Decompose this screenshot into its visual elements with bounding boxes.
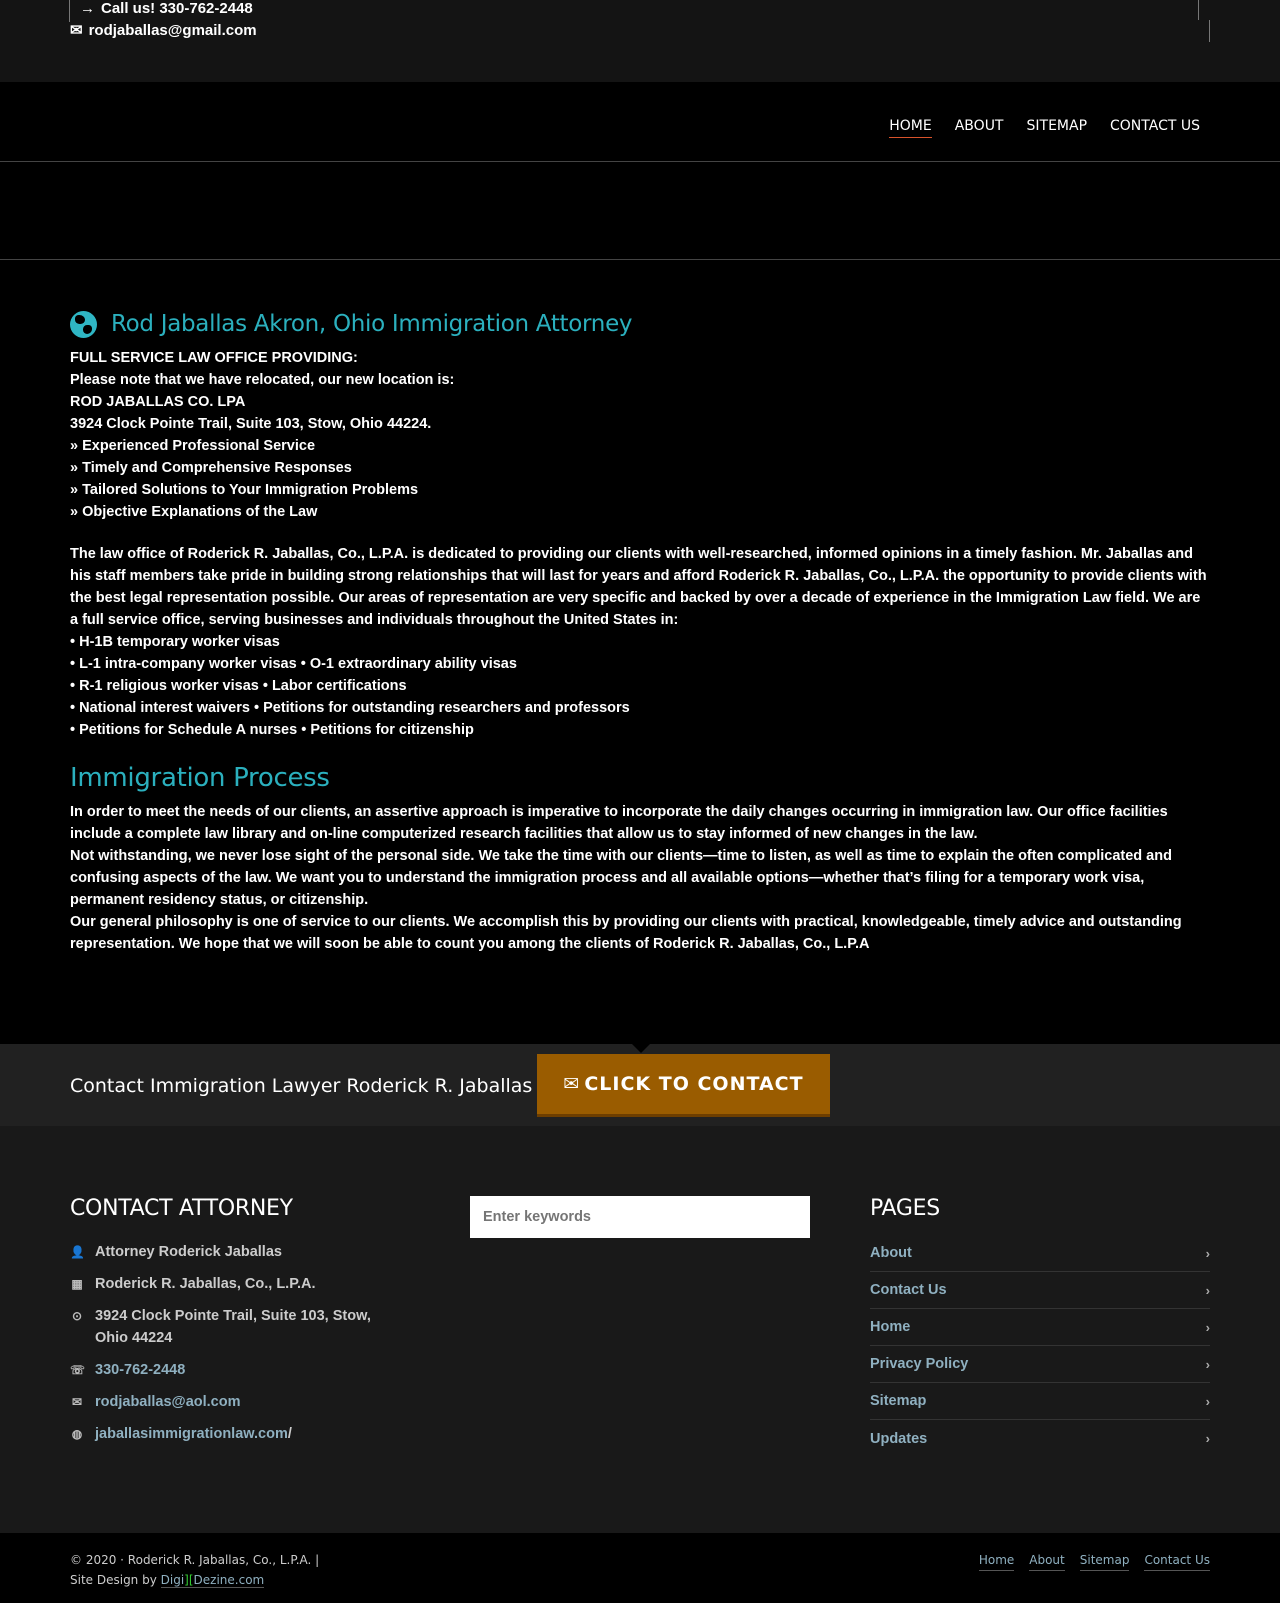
contact-strip — [0, 1044, 1280, 1126]
info-line: » Objective Explanations of the Law — [70, 504, 318, 520]
chevron-right-icon: › — [1205, 1319, 1210, 1335]
chevron-right-icon: › — [1205, 1356, 1210, 1372]
list-item: • Petitions for Schedule A nurses • Petitions for citizenship — [70, 722, 474, 738]
bottom-link-about[interactable]: About — [1029, 1550, 1064, 1571]
list-item: • L-1 intra-company worker visas • O-1 extraordinary ability visas — [70, 656, 517, 672]
process-paragraph: Our general philosophy is one of service to our clients. We accomplish this by providing our clients with practical, knowledgeable, timely advice and outstanding representation. We hope that we will soon be able to count you among the clients of Roderick R. Jaballas, Co., L.P.A — [70, 914, 1182, 952]
contact-attorney-heading: CONTACT ATTORNEY — [70, 1196, 293, 1221]
bottom-link-home[interactable]: Home — [979, 1550, 1014, 1571]
services-list — [70, 631, 1210, 741]
pages-column — [870, 1196, 1210, 1457]
globe-icon: ◍ — [71, 1427, 83, 1441]
bottom-bar — [0, 1533, 1280, 1603]
chevron-right-icon: › — [1205, 1245, 1210, 1261]
list-item: • R-1 religious worker visas • Labor certifications — [70, 678, 407, 694]
pages-list — [870, 1235, 1210, 1457]
page-link-home[interactable] — [870, 1309, 1210, 1346]
info-line: » Timely and Comprehensive Responses — [70, 460, 352, 476]
list-item: • H-1B temporary worker visas — [70, 634, 280, 650]
website-link[interactable]: jaballasimmigrationlaw.com — [95, 1426, 288, 1442]
contact-item — [70, 1359, 400, 1381]
chevron-right-icon: › — [1205, 1393, 1210, 1409]
contact-attorney-column — [70, 1196, 400, 1445]
envelope-icon: ✉ — [70, 22, 83, 39]
chevron-right-icon: › — [1205, 1431, 1210, 1446]
phone-icon: ☏ — [70, 1363, 86, 1377]
designer-dezine: Dezine.com — [193, 1573, 265, 1587]
process-heading: Immigration Process — [70, 763, 330, 793]
footer — [0, 1126, 1280, 1533]
strip-notch — [632, 1044, 650, 1053]
main-nav — [0, 82, 1280, 162]
page-link-label: About — [870, 1245, 912, 1261]
intro-paragraph: The law office of Roderick R. Jaballas, Co., L.P.A. is dedicated to providing our clients with well-researched, informed opinions in a timely fashion. Mr. Jaballas and his staff members take pride in building strong relationships that will last for years and afford Roderick R. Jaballas, Co., L.P.A. the opportunity to provide clients with the best legal representation possible. Our areas of representation are very specific and backed by over a decade of experience in the Immigration Law field. We are a full service office, serving businesses and individuals throughout the United States in: — [70, 546, 1207, 628]
divider — [1198, 0, 1199, 20]
location-pin-icon: ⊙ — [71, 1309, 83, 1323]
page-link-updates[interactable] — [870, 1420, 1210, 1457]
info-line: ROD JABALLAS CO. LPA — [70, 394, 246, 410]
search-input[interactable] — [470, 1196, 810, 1238]
contact-item — [70, 1273, 400, 1295]
contact-text: Attorney Roderick Jaballas — [95, 1244, 282, 1260]
bottom-links — [979, 1550, 1210, 1571]
designer-link[interactable] — [161, 1573, 265, 1588]
arrow-right-icon: → — [80, 0, 95, 17]
user-icon: 👤 — [70, 1245, 85, 1259]
main-content — [70, 305, 1210, 955]
page-link-label: Privacy Policy — [870, 1356, 969, 1372]
phone-link[interactable]: 330-762-2448 — [95, 1362, 186, 1378]
pages-heading: PAGES — [870, 1196, 940, 1221]
designer-digi: Digi — [160, 1573, 185, 1587]
bottom-link-contact-us[interactable]: Contact Us — [1144, 1550, 1210, 1571]
site-design-credit — [70, 1570, 319, 1590]
click-to-contact-button[interactable] — [537, 1054, 830, 1117]
email-text: rodjaballas@gmail.com — [88, 21, 257, 39]
copyright-text: © 2020 · Roderick R. Jaballas, Co., L.P.A. | — [70, 1553, 320, 1567]
globe-icon — [70, 311, 97, 338]
email-link[interactable] — [70, 21, 257, 39]
page-link-label: Updates — [870, 1430, 928, 1447]
website-suffix: / — [287, 1426, 292, 1442]
list-item: • National interest waivers • Petitions for outstanding researchers and professors — [70, 700, 630, 716]
info-line: Please note that we have relocated, our new location is: — [70, 372, 455, 388]
info-line: FULL SERVICE LAW OFFICE PROVIDING: — [70, 350, 358, 366]
page-link-sitemap[interactable] — [870, 1383, 1210, 1420]
nav-contact-us[interactable]: CONTACT US — [1110, 118, 1200, 134]
bottom-link-sitemap[interactable]: Sitemap — [1080, 1550, 1130, 1571]
designer-brackets: ][ — [184, 1573, 194, 1587]
info-line: » Experienced Professional Service — [70, 438, 316, 454]
building-icon: ▦ — [71, 1277, 83, 1291]
contact-item — [70, 1391, 400, 1413]
call-us-text: Call us! 330-762-2448 — [101, 0, 253, 17]
contact-text: 3924 Clock Pointe Trail, Suite 103, Stow, Ohio 44224 — [95, 1308, 371, 1346]
page-link-about[interactable] — [870, 1235, 1210, 1272]
contact-item — [70, 1423, 400, 1445]
page-link-privacy-policy[interactable] — [870, 1346, 1210, 1383]
email-link[interactable]: rodjaballas@aol.com — [95, 1394, 241, 1410]
page-link-label: Home — [870, 1319, 911, 1335]
page-link-label: Contact Us — [870, 1282, 947, 1298]
process-paragraph: In order to meet the needs of our clients, an assertive approach is imperative to incorporate the daily changes occurring in immigration law. Our office facilities include a complete law library and on-line computerized research facilities that allow us to stay informed of new changes in the law. — [70, 804, 1168, 842]
design-prefix: Site Design by — [70, 1573, 161, 1587]
page-link-contact-us[interactable] — [870, 1272, 1210, 1309]
page-link-label: Sitemap — [870, 1393, 927, 1409]
contact-strip-label: Contact Immigration Lawyer Roderick R. Jaballas — [70, 1075, 533, 1097]
header-band — [0, 163, 1280, 260]
envelope-icon: ✉ — [563, 1073, 581, 1095]
top-bar — [0, 0, 1280, 82]
divider — [69, 0, 70, 22]
call-us-link[interactable] — [80, 0, 253, 17]
contact-text: Roderick R. Jaballas, Co., L.P.A. — [95, 1276, 316, 1292]
info-line: 3924 Clock Pointe Trail, Suite 103, Stow, Ohio 44224. — [70, 416, 432, 432]
contact-item — [70, 1241, 400, 1263]
nav-home[interactable]: HOME — [889, 118, 931, 138]
info-line: » Tailored Solutions to Your Immigration Problems — [70, 482, 419, 498]
page-title: Rod Jaballas Akron, Ohio Immigration Attorney — [111, 311, 633, 337]
nav-about[interactable]: ABOUT — [954, 118, 1004, 134]
copyright — [70, 1550, 319, 1590]
envelope-icon: ✉ — [71, 1395, 83, 1409]
divider — [1209, 20, 1210, 42]
nav-sitemap[interactable]: SITEMAP — [1026, 118, 1088, 134]
office-info — [70, 347, 1210, 523]
process-paragraph: Not withstanding, we never lose sight of the personal side. We take the time with our clients—time to listen, as well as time to explain the often complicated and confusing aspects of the law. We want you to understand the immigration process and all available options—whether that’s filing for a temporary work visa, permanent residency status, or citizenship. — [70, 848, 1172, 908]
button-label: CLICK TO CONTACT — [584, 1073, 804, 1095]
contact-item — [70, 1305, 400, 1349]
chevron-right-icon: › — [1205, 1282, 1210, 1298]
